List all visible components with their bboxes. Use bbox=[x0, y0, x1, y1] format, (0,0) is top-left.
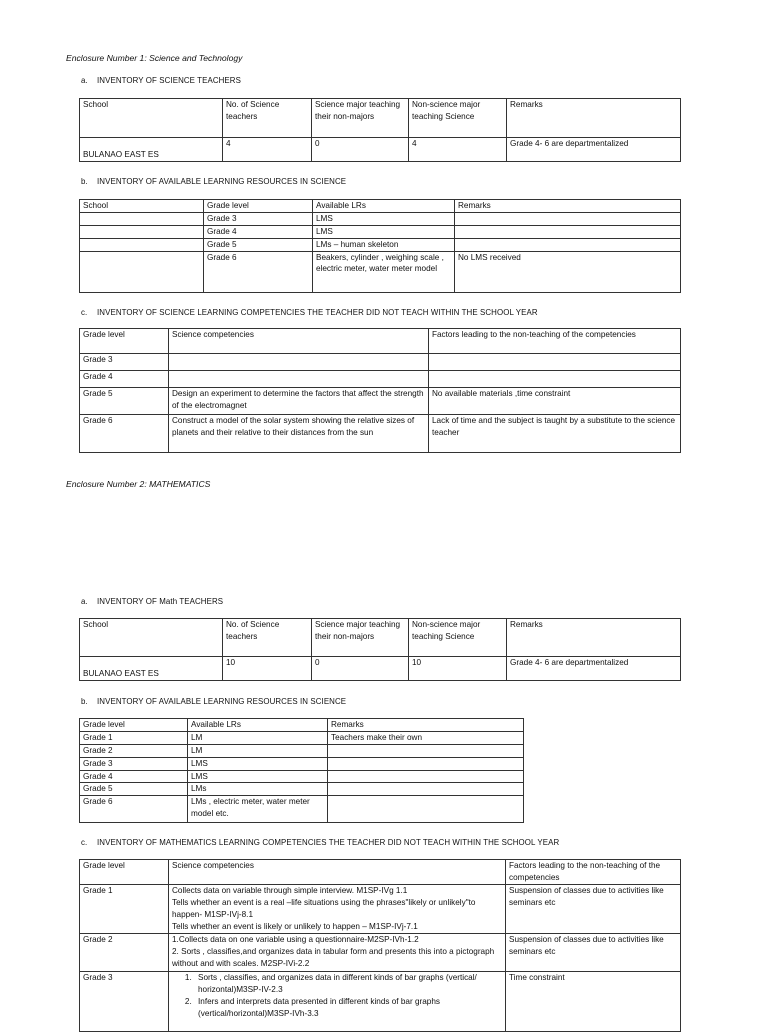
header-grade-level: Grade level bbox=[80, 860, 169, 885]
header-school: School bbox=[80, 99, 223, 138]
header-major-teaching-nonmajor: Science major teaching their non-majors bbox=[312, 99, 409, 138]
table-row bbox=[80, 415, 681, 453]
competency-line: 2. Sorts , classifies,and organizes data in tabular form and presents this into a pictograph without and with scales. M2SP-IVi-2.2 bbox=[172, 946, 495, 968]
header-school: School bbox=[80, 619, 223, 657]
cell-grade: Grade 5 bbox=[80, 783, 188, 796]
cell-competency bbox=[169, 934, 506, 972]
header-factors: Factors leading to the non-teaching of the competencies bbox=[429, 329, 681, 354]
list-item: 1. Sorts , classifies, and organizes data in different kinds of bar graphs (vertical/ horizontal)M3SP-IV-2.3 bbox=[194, 972, 502, 996]
table-row bbox=[80, 744, 524, 757]
section-2b-text: INVENTORY OF AVAILABLE LEARNING RESOURCES IN SCIENCE bbox=[97, 697, 347, 706]
cell-lrs: LMs – human skeleton bbox=[313, 238, 455, 251]
cell-major-nonmajor: 0 bbox=[312, 138, 409, 162]
section-1b-letter: b. bbox=[81, 177, 88, 186]
enclosure-2-title: Enclosure Number 2: MATHEMATICS bbox=[66, 479, 211, 489]
table-row bbox=[80, 885, 681, 934]
cell-remarks: Teachers make their own bbox=[328, 731, 524, 744]
header-nonscience-teaching: Non-science major teaching Science bbox=[409, 99, 507, 138]
science-resources-table bbox=[79, 199, 681, 293]
cell-major-nonmajor: 0 bbox=[312, 657, 409, 681]
header-available-lrs: Available LRs bbox=[188, 719, 328, 732]
section-2a-heading bbox=[81, 596, 223, 607]
table-row bbox=[80, 225, 681, 238]
table-row bbox=[80, 238, 681, 251]
header-grade-level: Grade level bbox=[204, 200, 313, 213]
cell-school: BULANAO EAST ES bbox=[80, 138, 223, 162]
section-2c-text: INVENTORY OF MATHEMATICS LEARNING COMPETENCIES THE TEACHER DID NOT TEACH WITHIN THE SCHOOL YEAR bbox=[97, 838, 560, 847]
cell-competency bbox=[169, 972, 506, 1032]
table-row bbox=[80, 657, 681, 681]
table-row bbox=[80, 371, 681, 388]
math-teachers-table bbox=[79, 618, 681, 681]
cell-remarks bbox=[455, 212, 681, 225]
cell-factors: Lack of time and the subject is taught by a substitute to the science teacher bbox=[429, 415, 681, 453]
science-competencies-table bbox=[79, 328, 681, 453]
cell-lrs: LM bbox=[188, 731, 328, 744]
cell-grade: Grade 2 bbox=[80, 744, 188, 757]
section-2c-letter: c. bbox=[81, 838, 88, 847]
cell-count: 4 bbox=[223, 138, 312, 162]
cell-lrs: LM bbox=[188, 744, 328, 757]
section-1b-heading bbox=[81, 176, 346, 187]
table-row bbox=[80, 251, 681, 292]
cell-competency: Construct a model of the solar system showing the relative sizes of planets and their relative to their distances from the sun bbox=[169, 415, 429, 453]
cell-remarks: Grade 4- 6 are departmentalized bbox=[507, 657, 681, 681]
cell-count: 10 bbox=[223, 657, 312, 681]
table-row bbox=[80, 757, 524, 770]
math-competencies-table bbox=[79, 859, 681, 1032]
cell-factors bbox=[429, 354, 681, 371]
cell-remarks: Grade 4- 6 are departmentalized bbox=[507, 138, 681, 162]
table-row bbox=[80, 972, 681, 1032]
header-grade-level: Grade level bbox=[80, 719, 188, 732]
competency-line: Tells whether an event is likely or unlikely to happen – M1SP-IVj-7.1 bbox=[172, 921, 418, 931]
cell-factors: Time constraint bbox=[506, 972, 681, 1032]
header-nonscience-teaching: Non-science major teaching Science bbox=[409, 619, 507, 657]
cell-remarks bbox=[455, 225, 681, 238]
section-1a-text: INVENTORY OF SCIENCE TEACHERS bbox=[97, 76, 241, 85]
table-row bbox=[80, 354, 681, 371]
competency-line: Tells whether an event is a real –life situations using the phrases"likely or unlikely"to happen- M1SP-IVj-8.1 bbox=[172, 897, 476, 919]
science-teachers-table bbox=[79, 98, 681, 162]
cell-grade: Grade 4 bbox=[80, 371, 169, 388]
section-1c-heading bbox=[81, 307, 538, 318]
table-row bbox=[80, 212, 681, 225]
header-available-lrs: Available LRs bbox=[313, 200, 455, 213]
header-competencies: Science competencies bbox=[169, 329, 429, 354]
cell-grade: Grade 1 bbox=[80, 885, 169, 934]
cell-competency bbox=[169, 885, 506, 934]
section-1c-letter: c. bbox=[81, 308, 88, 317]
cell-grade: Grade 5 bbox=[80, 388, 169, 415]
cell-remarks bbox=[328, 796, 524, 823]
header-remarks: Remarks bbox=[507, 619, 681, 657]
header-no-of-teachers: No. of Science teachers bbox=[223, 619, 312, 657]
table-row bbox=[80, 731, 524, 744]
header-remarks: Remarks bbox=[328, 719, 524, 732]
cell-grade: Grade 6 bbox=[80, 796, 188, 823]
section-2b-heading bbox=[81, 696, 346, 707]
header-grade-level: Grade level bbox=[80, 329, 169, 354]
cell-remarks bbox=[455, 238, 681, 251]
cell-nonscience: 4 bbox=[409, 138, 507, 162]
header-major-teaching-nonmajor: Science major teaching their non-majors bbox=[312, 619, 409, 657]
cell-grade: Grade 3 bbox=[204, 212, 313, 225]
competency-line: 1.Collects data on one variable using a questionnaire-M2SP-IVh-1.2 bbox=[172, 935, 419, 944]
cell-lrs: LMS bbox=[188, 770, 328, 783]
section-1a-letter: a. bbox=[81, 76, 88, 85]
header-factors: Factors leading to the non-teaching of the competencies bbox=[506, 860, 681, 885]
cell-remarks bbox=[328, 757, 524, 770]
cell-grade: Grade 5 bbox=[204, 238, 313, 251]
header-no-of-teachers: No. of Science teachers bbox=[223, 99, 312, 138]
section-2c-heading bbox=[81, 837, 559, 848]
table-row bbox=[80, 388, 681, 415]
cell-lrs: LMs bbox=[188, 783, 328, 796]
section-1c-text: INVENTORY OF SCIENCE LEARNING COMPETENCIES THE TEACHER DID NOT TEACH WITHIN THE SCHOOL YEAR bbox=[97, 308, 538, 317]
cell-grade: Grade 3 bbox=[80, 972, 169, 1032]
cell-remarks bbox=[328, 744, 524, 757]
cell-grade: Grade 2 bbox=[80, 934, 169, 972]
table-row bbox=[80, 796, 524, 823]
cell-factors bbox=[429, 371, 681, 388]
cell-competency bbox=[169, 371, 429, 388]
enclosure-1-title: Enclosure Number 1: Science and Technology bbox=[66, 53, 243, 63]
table-row bbox=[80, 934, 681, 972]
cell-remarks bbox=[328, 783, 524, 796]
section-1b-text: INVENTORY OF AVAILABLE LEARNING RESOURCES IN SCIENCE bbox=[97, 177, 347, 186]
cell-school: BULANAO EAST ES bbox=[80, 657, 223, 681]
section-2b-letter: b. bbox=[81, 697, 88, 706]
cell-remarks: No LMS received bbox=[455, 251, 681, 292]
cell-grade: Grade 6 bbox=[204, 251, 313, 292]
table-row bbox=[80, 770, 524, 783]
header-remarks: Remarks bbox=[507, 99, 681, 138]
competency-list bbox=[172, 972, 502, 1020]
list-item: 2. Infers and interprets data presented in different kinds of bar graphs (vertical/horizontal)M3SP-IVh-3.3 bbox=[194, 996, 502, 1020]
cell-grade: Grade 3 bbox=[80, 354, 169, 371]
cell-factors: Suspension of classes due to activities like seminars etc bbox=[506, 934, 681, 972]
cell-lrs: LMs , electric meter, water meter model etc. bbox=[188, 796, 328, 823]
cell-grade: Grade 1 bbox=[80, 731, 188, 744]
cell-lrs: LMS bbox=[313, 225, 455, 238]
competency-line: Collects data on variable through simple interview. M1SP-IVg 1.1 bbox=[172, 886, 408, 895]
header-remarks: Remarks bbox=[455, 200, 681, 213]
math-resources-table bbox=[79, 718, 524, 823]
cell-grade: Grade 4 bbox=[204, 225, 313, 238]
cell-lrs: Beakers, cylinder , weighing scale , electric meter, water meter model bbox=[313, 251, 455, 292]
cell-lrs: LMS bbox=[313, 212, 455, 225]
section-2a-text: INVENTORY OF Math TEACHERS bbox=[97, 597, 224, 606]
cell-grade: Grade 3 bbox=[80, 757, 188, 770]
table-row bbox=[80, 783, 524, 796]
cell-competency: Design an experiment to determine the factors that affect the strength of the electromagnet bbox=[169, 388, 429, 415]
header-competencies: Science competencies bbox=[169, 860, 506, 885]
cell-competency bbox=[169, 354, 429, 371]
cell-factors: No available materials ,time constraint bbox=[429, 388, 681, 415]
cell-factors: Suspension of classes due to activities like seminars etc bbox=[506, 885, 681, 934]
cell-grade: Grade 4 bbox=[80, 770, 188, 783]
cell-lrs: LMS bbox=[188, 757, 328, 770]
section-2a-letter: a. bbox=[81, 597, 88, 606]
cell-nonscience: 10 bbox=[409, 657, 507, 681]
table-row bbox=[80, 138, 681, 162]
header-school: School bbox=[80, 200, 204, 213]
section-1a-heading bbox=[81, 75, 241, 86]
cell-remarks bbox=[328, 770, 524, 783]
cell-grade: Grade 6 bbox=[80, 415, 169, 453]
